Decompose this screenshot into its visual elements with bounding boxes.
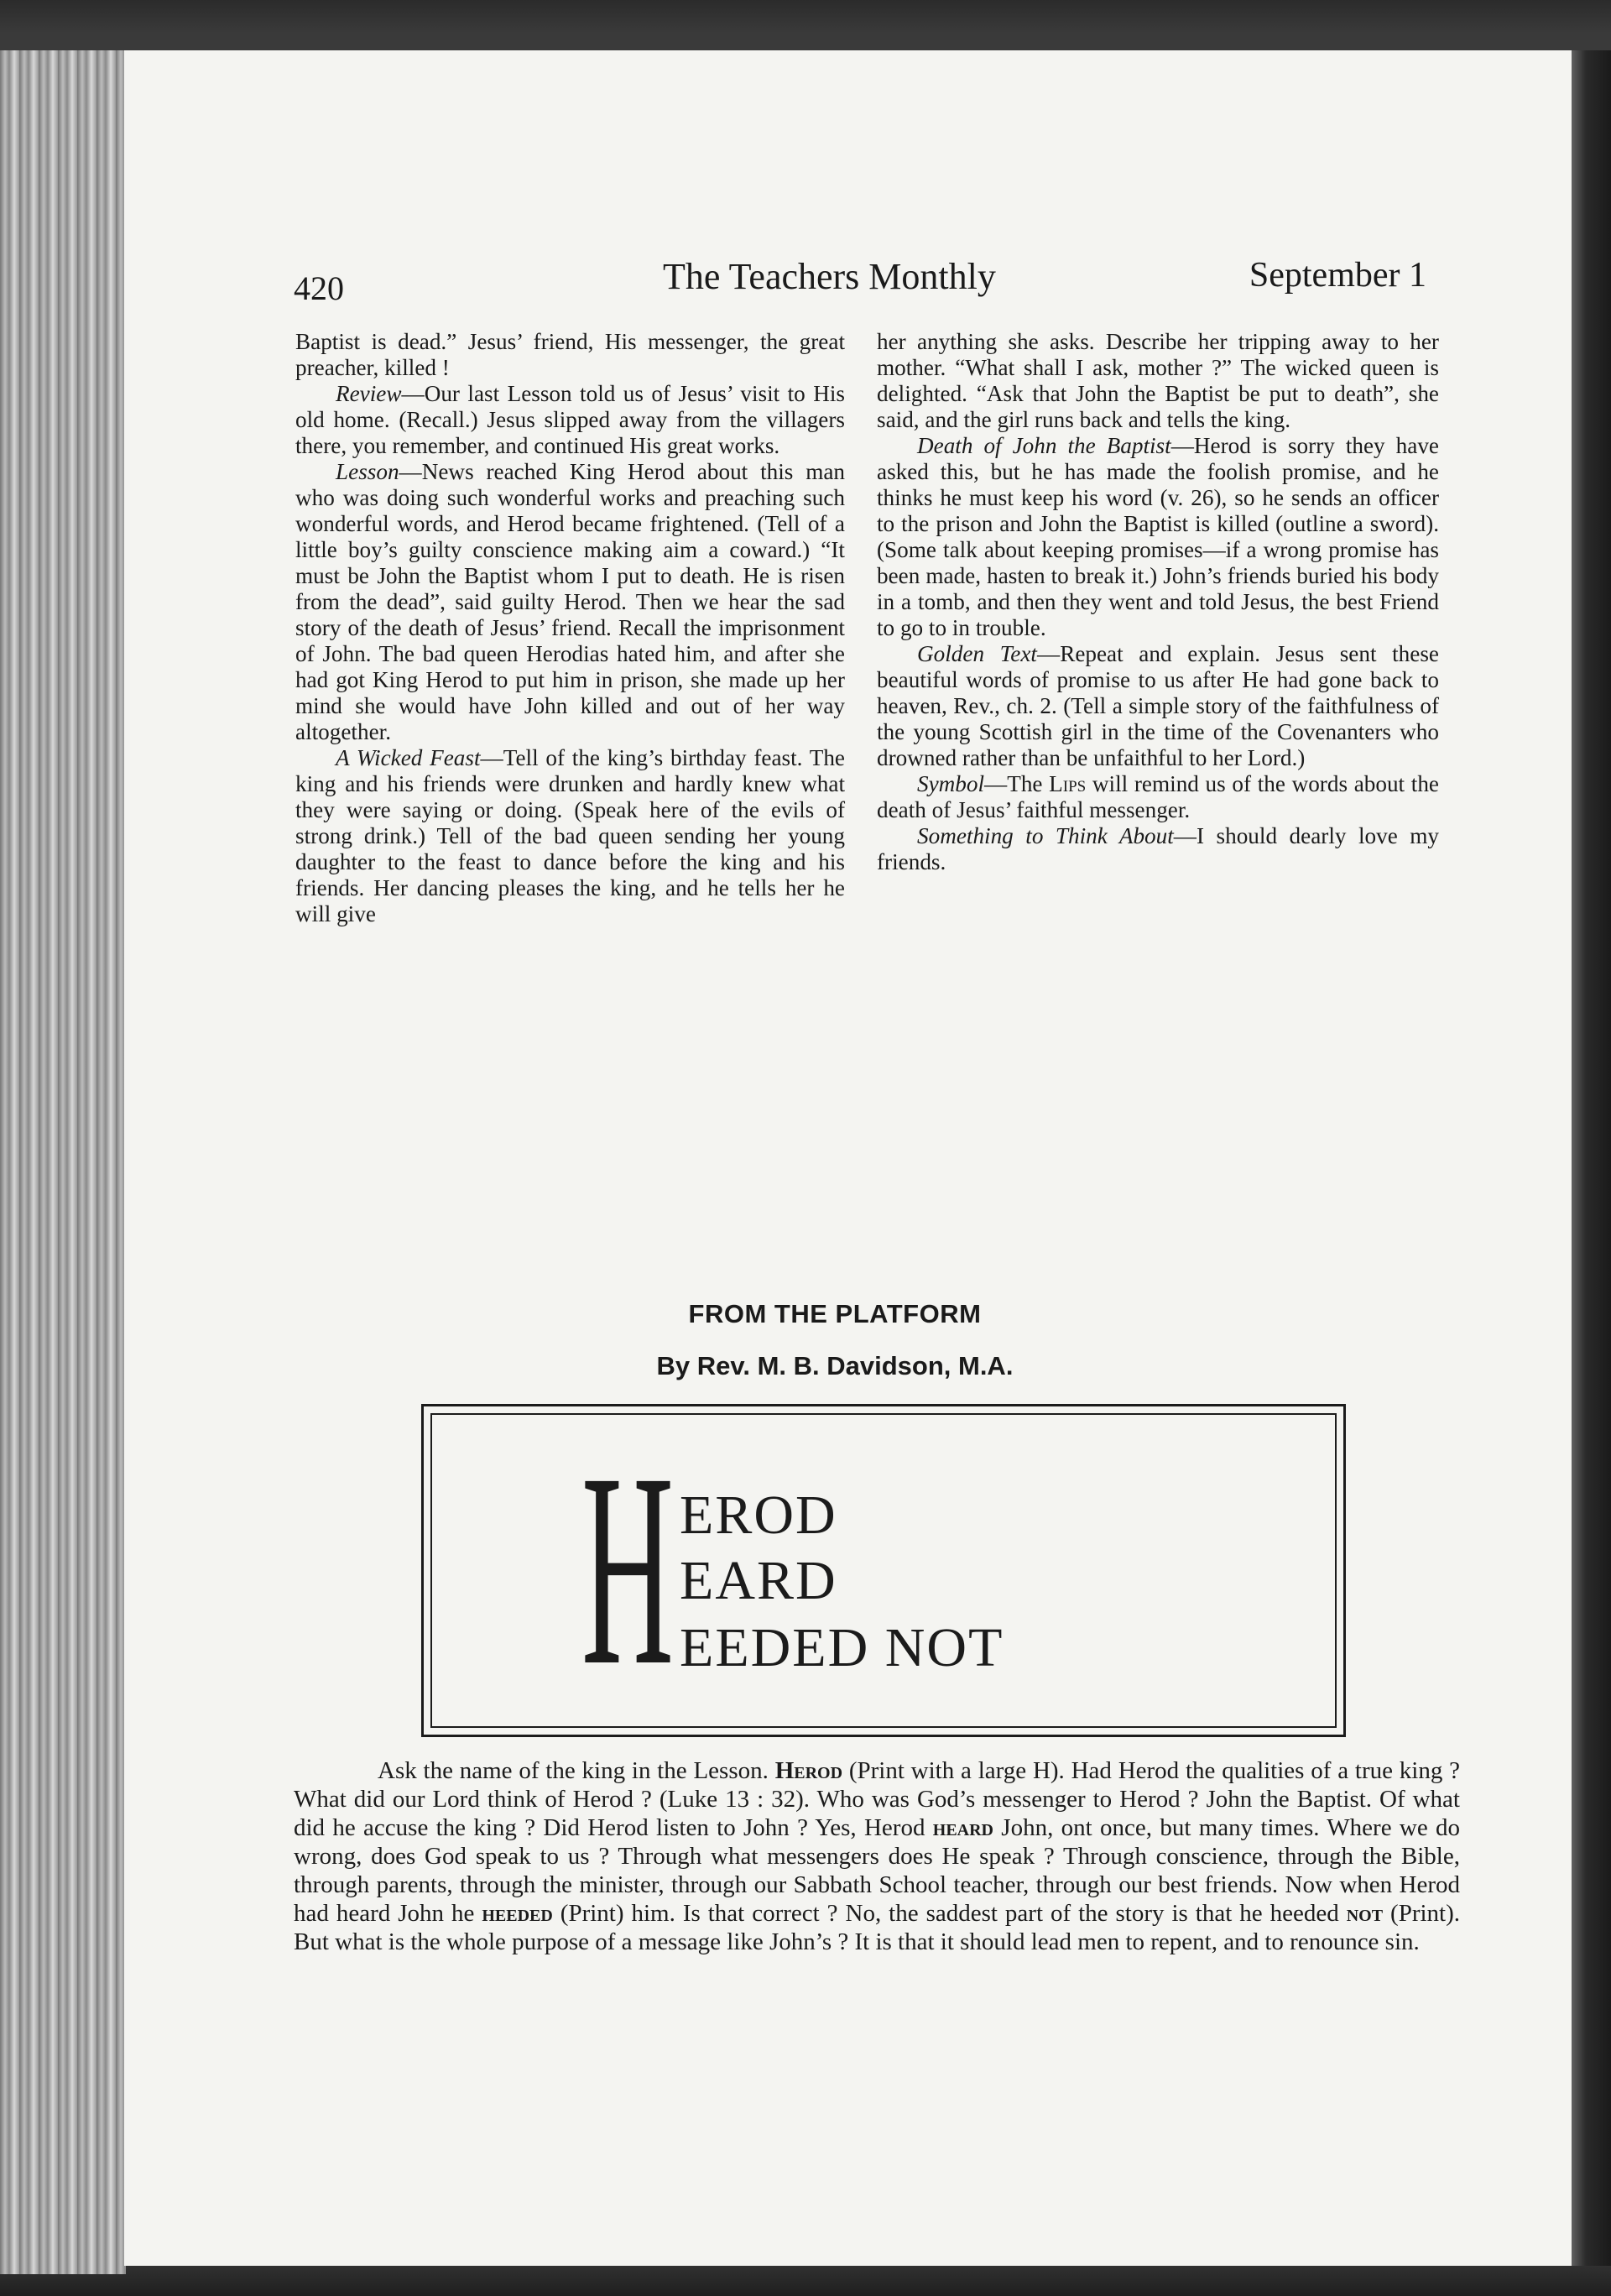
paragraph-text: (Print with a large H). Had Herod the qualities of a true king ? What did our Lord think of Herod ? (Luke 13 : 32). Who was God’s messenger to Herod ? John the Baptist. Of what did he accuse the king ? Did Herod listen to John ? Yes, Herod bbox=[294, 1757, 1460, 1841]
page-header bbox=[294, 250, 1426, 317]
section-title bbox=[0, 1299, 1611, 1329]
running-title: The Teachers Monthly bbox=[663, 256, 996, 297]
issue-date: September 1 bbox=[1249, 256, 1426, 295]
paragraph-death-of-john bbox=[877, 433, 1439, 641]
paragraph-text: Ask the name of the king in the Lesson. bbox=[378, 1757, 775, 1784]
keyword-not: not bbox=[1346, 1900, 1384, 1927]
board-word-eard: EARD bbox=[680, 1550, 837, 1611]
paragraph-text: (Print). But what is the whole purpose of a message like John’s ? It is that it should lead men to repent, and to renounce sin. bbox=[294, 1900, 1461, 1955]
paragraph-symbol bbox=[877, 771, 1439, 823]
paragraph-label: Review bbox=[336, 381, 402, 406]
section-author-text: By Rev. M. B. Davidson, M.A. bbox=[656, 1351, 1014, 1380]
paragraph-text: —The bbox=[984, 771, 1050, 796]
platform-body bbox=[294, 1756, 1460, 1956]
keyword-heard: heard bbox=[932, 1814, 993, 1841]
paragraph: her anything she asks. Describe her tripping away to her mother. “What shall I ask, mother ?” The wicked queen is delighted. “Ask that John the Baptist be put to death”, she said, and the girl runs back and tells the king. bbox=[877, 329, 1439, 432]
paragraph-text: John, ont once, but many times. Where we do wrong, does God speak to us ? Through what messengers does He speak ? Through conscience, through the Bible, through parents, through the minister, through our Sabbath School teacher, through our best friends. Now when Herod had heard John he bbox=[294, 1814, 1461, 1927]
platform-paragraph bbox=[294, 1756, 1460, 1956]
paragraph-something-to-think-about bbox=[877, 823, 1439, 875]
paragraph-review bbox=[295, 381, 845, 459]
paragraph-wicked-feast bbox=[295, 745, 845, 927]
right-column bbox=[877, 329, 1439, 875]
symbol-word: Lips bbox=[1049, 771, 1087, 796]
paragraph-text: —Our last Lesson told us of Jesus’ visit to His old home. (Recall.) Jesus slipped away from the villagers there, you remember, and continued His great works. bbox=[295, 381, 845, 458]
paragraph-label: Golden Text bbox=[917, 641, 1037, 666]
paragraph: Baptist is dead.” Jesus’ friend, His messenger, the great preacher, killed ! bbox=[295, 329, 845, 380]
paragraph-label: Symbol bbox=[917, 771, 985, 796]
initial-letter: H bbox=[581, 1457, 674, 1675]
paragraph-label: Something to Think About bbox=[917, 823, 1174, 848]
paragraph-label: A Wicked Feast bbox=[336, 745, 481, 770]
keyword-heeded: heeded bbox=[482, 1900, 553, 1927]
section-title-text: FROM THE PLATFORM bbox=[688, 1299, 982, 1328]
paragraph-text: —Tell of the king’s birthday feast. The king and his friends were drunken and hardly knew what they were saying or doing. (Speak here of the evils of strong drink.) Tell of the bad queen sending her young daughter to the feast to dance before the king and his friends. Her dancing pleases the king, and he tells her he will give bbox=[295, 745, 846, 926]
page-number: 420 bbox=[294, 269, 344, 307]
paragraph-text: will remind us of the words about the death of Jesus’ faithful messenger. bbox=[877, 771, 1439, 822]
paragraph-lesson bbox=[295, 459, 845, 745]
paragraph-label: Death of John the Baptist bbox=[917, 433, 1171, 458]
paragraph-text: —I should dearly love my friends. bbox=[877, 823, 1439, 874]
paragraph-text: —News reached King Herod about this man who was doing such wonderful works and preaching such wonderful words, and Herod became frightened. (Tell of a little boy’s guilty conscience making aim a coward.) “It must be John the Baptist whom I put to death. He is risen from the dead”, said guilty Herod. Then we hear the sad story of the death of Jesus’ friend. Recall the imprisonment of John. The bad queen Herodias hated him, and after she had got King Herod to put him in prison, she made up her mind she would have John killed and out of her way altogether. bbox=[295, 459, 845, 744]
paragraph-text: (Print) him. Is that correct ? No, the saddest part of the story is that he heeded bbox=[552, 1900, 1347, 1927]
section-author bbox=[0, 1351, 1611, 1381]
left-column bbox=[295, 329, 845, 927]
blackboard-diagram bbox=[421, 1404, 1346, 1737]
keyword-herod: Herod bbox=[774, 1757, 843, 1784]
paragraph-label: Lesson bbox=[336, 459, 399, 484]
page-edge bbox=[1569, 50, 1611, 2266]
blackboard-inner-frame bbox=[430, 1413, 1337, 1728]
paragraph-text: —Herod is sorry they have asked this, but he has made the foolish promise, and he thinks he must keep his word (v. 26), so he sends an officer to the prison and John the Baptist is killed (outline a sword). (Some talk about keeping promises—if a wrong promise has been made, hasten to break it.) John’s friends buried his body in a tomb, and then they went and told Jesus, the best Friend to go to in trouble. bbox=[877, 433, 1439, 640]
paragraph-golden-text bbox=[877, 641, 1439, 771]
board-word-eeded-not: EEDED NOT bbox=[680, 1617, 1004, 1678]
large-initial-h bbox=[581, 1457, 674, 1675]
board-word-erod: EROD bbox=[680, 1485, 837, 1546]
book-binding bbox=[0, 50, 126, 2274]
paragraph-text: —Repeat and explain. Jesus sent these beautiful words of promise to us after He had gone back to heaven, Rev., ch. 2. (Tell a simple story of the faithfulness of the young Scottish girl in the time of the Covenanters who drowned rather than be unfaithful to her Lord.) bbox=[877, 641, 1439, 770]
